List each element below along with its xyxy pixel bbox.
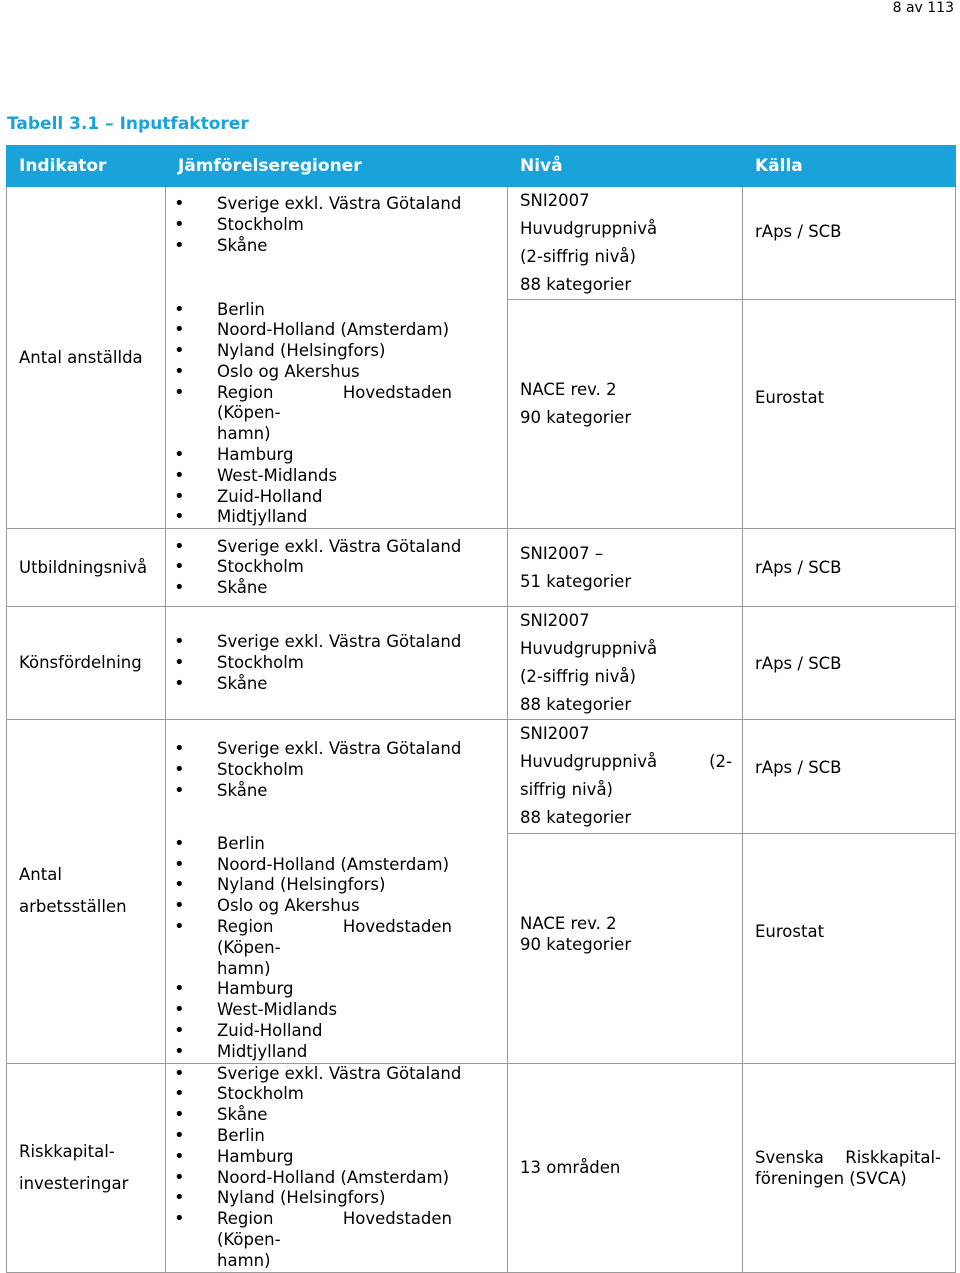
list-item: • Nyland (Helsingfors)	[174, 1188, 507, 1209]
table-row	[7, 187, 956, 300]
regions-cell	[166, 720, 508, 834]
list-item: • Nyland (Helsingfors)	[174, 341, 507, 362]
level-line: 88 kategorier	[520, 275, 632, 294]
source-cell: rAps / SCB	[743, 529, 956, 607]
list-item: • Hamburg	[174, 979, 507, 1000]
list-item: • Sverige exkl. Västra Götaland	[174, 632, 507, 653]
list-item: • Sverige exkl. Västra Götaland	[174, 537, 507, 558]
regions-cell	[166, 834, 508, 1063]
level-line: SNI2007	[520, 724, 590, 744]
list-item: • Stockholm	[174, 557, 507, 578]
list-item: • Region Hovedstaden (Köpen-	[174, 383, 452, 425]
list-item: • Stockholm	[174, 653, 507, 674]
header-kalla: Källa	[743, 146, 956, 187]
list-item: • Sverige exkl. Västra Götaland	[174, 739, 507, 760]
level-line: Huvudgruppnivå	[520, 219, 658, 238]
indicator-cell: Könsfördelning	[7, 607, 166, 720]
page-number: 8 av 113	[892, 0, 954, 16]
level-line: SNI2007 –	[520, 543, 604, 563]
level-cell	[508, 300, 743, 529]
list-item: • Hamburg	[174, 1147, 507, 1168]
level-cell	[508, 529, 743, 607]
header-indikator: Indikator	[7, 146, 166, 187]
list-item: • Stockholm	[174, 760, 507, 781]
table-row	[7, 1063, 956, 1272]
indicator-line: arbetsställen	[19, 897, 127, 917]
indicator-line: investeringar	[19, 1173, 129, 1193]
source-cell: Eurostat	[743, 834, 956, 1063]
indicator-cell: Utbildningsnivå	[7, 529, 166, 607]
list-item: • Stockholm	[174, 1084, 507, 1105]
input-factors-table	[6, 145, 956, 1273]
list-item: • Skåne	[174, 781, 507, 802]
list-item: • Berlin	[174, 834, 507, 855]
list-item: • Oslo og Akershus	[174, 362, 507, 383]
list-item: • Skåne	[174, 236, 507, 257]
level-line: NACE rev. 2	[520, 914, 617, 934]
list-item: • Region Hovedstaden (Köpen-	[174, 917, 452, 959]
level-line: 88 kategorier	[520, 695, 632, 715]
source-cell: rAps / SCB	[743, 187, 956, 300]
source-cell: rAps / SCB	[743, 720, 956, 834]
list-item: • Sverige exkl. Västra Götaland	[174, 1064, 507, 1085]
level-line: Huvudgruppnivå	[520, 639, 658, 659]
region-list	[166, 194, 507, 256]
list-item: • Zuid-Holland	[174, 1021, 507, 1042]
level-line: NACE rev. 2	[520, 380, 617, 399]
level-cell	[508, 720, 743, 834]
list-item: • Skåne	[174, 1105, 507, 1126]
list-item: • Sverige exkl. Västra Götaland	[174, 194, 507, 215]
regions-cell	[166, 529, 508, 607]
list-item: • Midtjylland	[174, 1042, 507, 1063]
list-item-continuation: hamn)	[217, 424, 271, 444]
level-line: SNI2007	[520, 191, 590, 210]
region-list	[166, 834, 507, 1063]
list-item: • Stockholm	[174, 215, 507, 236]
regions-cell	[166, 187, 508, 300]
regions-cell	[166, 1063, 508, 1272]
indicator-cell	[7, 1063, 166, 1272]
level-line: 90 kategorier	[520, 935, 632, 955]
list-item: • Noord-Holland (Amsterdam)	[174, 855, 507, 876]
source-cell	[743, 1063, 956, 1272]
indicator-line: Antal	[19, 865, 62, 885]
level-line: SNI2007	[520, 611, 590, 631]
region-list	[166, 537, 507, 599]
indicator-cell	[7, 720, 166, 1063]
source-line: Svenska Riskkapital-	[755, 1147, 941, 1167]
level-line: 90 kategorier	[520, 408, 632, 427]
list-item: • Oslo og Akershus	[174, 896, 507, 917]
list-item-continuation: hamn)	[217, 958, 271, 978]
list-item: • Zuid-Holland	[174, 487, 507, 508]
list-item-continuation: hamn)	[217, 1250, 271, 1270]
source-cell: rAps / SCB	[743, 607, 956, 720]
list-item: • Skåne	[174, 674, 507, 695]
level-cell	[508, 607, 743, 720]
list-item: • Hamburg	[174, 445, 507, 466]
list-item: • Berlin	[174, 300, 507, 321]
table-title: Tabell 3.1 – Inputfaktorer	[7, 114, 249, 134]
region-list	[166, 300, 507, 529]
list-item: • Noord-Holland (Amsterdam)	[174, 1168, 507, 1189]
indicator-line: Riskkapital-	[19, 1141, 115, 1161]
list-item: • Midtjylland	[174, 507, 507, 528]
header-niva: Nivå	[508, 146, 743, 187]
region-list	[166, 632, 507, 694]
source-line: föreningen (SVCA)	[755, 1168, 907, 1188]
level-line: 51 kategorier	[520, 571, 632, 591]
level-cell	[508, 834, 743, 1063]
table-header-row	[7, 146, 956, 187]
level-line: 88 kategorier	[520, 808, 632, 828]
table-row	[7, 720, 956, 834]
list-item: • Skåne	[174, 578, 507, 599]
regions-cell	[166, 607, 508, 720]
source-cell: Eurostat	[743, 300, 956, 529]
list-item: • West-Midlands	[174, 466, 507, 487]
indicator-cell: Antal anställda	[7, 187, 166, 529]
level-line: siffrig nivå)	[520, 780, 613, 800]
level-line: (2-siffrig nivå)	[520, 667, 636, 687]
list-item: • Berlin	[174, 1126, 507, 1147]
level-cell	[508, 187, 743, 300]
region-list	[166, 739, 507, 801]
region-list	[166, 1064, 507, 1272]
list-item: • Noord-Holland (Amsterdam)	[174, 320, 507, 341]
level-line: (2-siffrig nivå)	[520, 247, 636, 266]
table-row	[7, 607, 956, 720]
list-item: • Nyland (Helsingfors)	[174, 875, 507, 896]
list-item: • West-Midlands	[174, 1000, 507, 1021]
level-line: Huvudgruppnivå (2-	[520, 752, 732, 772]
list-item: • Region Hovedstaden (Köpen-	[174, 1209, 452, 1251]
header-jamforelseregioner: Jämförelseregioner	[166, 146, 508, 187]
regions-cell	[166, 300, 508, 529]
level-cell: 13 områden	[508, 1063, 743, 1272]
table-row	[7, 529, 956, 607]
